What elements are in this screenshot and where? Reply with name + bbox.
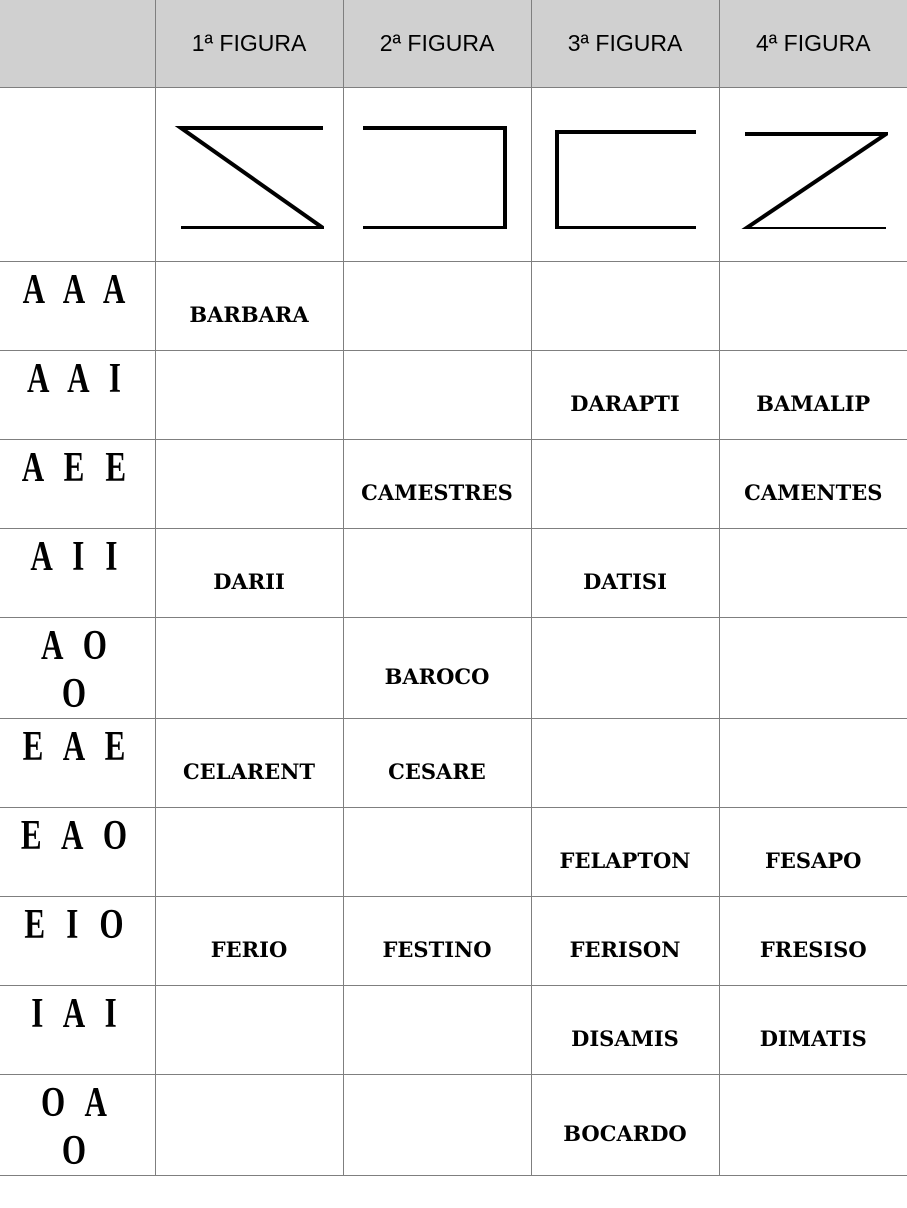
- syllogism-cell: [155, 985, 343, 1074]
- syllogism-cell: [343, 1074, 531, 1175]
- syllogism-cell: BOCARDO: [531, 1074, 719, 1175]
- syllogism-cell: [155, 350, 343, 439]
- header-figure-1: 1ª FIGURA: [155, 0, 343, 87]
- mood-label: E A E: [20, 718, 135, 807]
- syllogism-cell: [719, 718, 907, 807]
- header-row: [0, 0, 907, 87]
- table-row: [0, 807, 907, 896]
- figure-diagram-row: [0, 87, 907, 261]
- syllogism-cell: DISAMIS: [531, 985, 719, 1074]
- table-row: [0, 1074, 907, 1175]
- third-figure-icon: [550, 119, 700, 229]
- header-corner-cell: [0, 0, 155, 87]
- table-row: [0, 528, 907, 617]
- mood-label: O A O: [20, 1074, 135, 1175]
- header-figure-2: 2ª FIGURA: [343, 0, 531, 87]
- table-row: [0, 985, 907, 1074]
- syllogism-cell: DIMATIS: [719, 985, 907, 1074]
- figure-diagram-cell-3: [531, 87, 719, 261]
- figure-diagram-cell-4: [719, 87, 907, 261]
- header-figure-3: 3ª FIGURA: [531, 0, 719, 87]
- mood-label: A I I: [20, 528, 135, 617]
- syllogism-cell: [155, 617, 343, 718]
- first-figure-icon: [174, 119, 324, 229]
- syllogism-cell: DARAPTI: [531, 350, 719, 439]
- mood-label: E A O: [20, 807, 135, 896]
- syllogism-cell: CESARE: [343, 718, 531, 807]
- syllogism-cell: DARII: [155, 528, 343, 617]
- table-row: [0, 617, 907, 718]
- syllogism-cell: FRESISO: [719, 896, 907, 985]
- syllogism-cell: [719, 617, 907, 718]
- syllogism-cell: [343, 985, 531, 1074]
- mood-label: A A I: [20, 350, 135, 439]
- figure-diagram-cell-1: [155, 87, 343, 261]
- mood-label: E I O: [20, 896, 135, 985]
- figure-diagram-cell-2: [343, 87, 531, 261]
- second-figure-icon: [362, 119, 512, 229]
- mood-label: A E E: [20, 439, 135, 528]
- syllogism-cell: FESTINO: [343, 896, 531, 985]
- mood-label: A A A: [20, 261, 135, 350]
- syllogism-cell: CAMENTES: [719, 439, 907, 528]
- syllogism-cell: [343, 528, 531, 617]
- syllogism-cell: [719, 1074, 907, 1175]
- fourth-figure-icon: [738, 119, 888, 229]
- syllogism-cell: [531, 617, 719, 718]
- syllogism-cell: [719, 528, 907, 617]
- table-row: [0, 350, 907, 439]
- syllogism-cell: BARBARA: [155, 261, 343, 350]
- syllogism-cell: CELARENT: [155, 718, 343, 807]
- syllogism-cell: [155, 1074, 343, 1175]
- syllogism-cell: [155, 807, 343, 896]
- syllogism-cell: FERISON: [531, 896, 719, 985]
- table-row: [0, 896, 907, 985]
- syllogism-cell: FESAPO: [719, 807, 907, 896]
- syllogism-cell: [343, 261, 531, 350]
- header-figure-4: 4ª FIGURA: [719, 0, 907, 87]
- syllogism-cell: [343, 350, 531, 439]
- syllogism-cell: [531, 718, 719, 807]
- mood-label: I A I: [20, 985, 135, 1074]
- syllogism-cell: CAMESTRES: [343, 439, 531, 528]
- table-row: [0, 439, 907, 528]
- syllogism-cell: [343, 807, 531, 896]
- syllogism-cell: FERIO: [155, 896, 343, 985]
- syllogism-cell: BAROCO: [343, 617, 531, 718]
- syllogism-cell: [155, 439, 343, 528]
- syllogism-cell: [531, 261, 719, 350]
- syllogism-cell: FELAPTON: [531, 807, 719, 896]
- syllogism-cell: [719, 261, 907, 350]
- table-row: [0, 718, 907, 807]
- syllogism-cell: DATISI: [531, 528, 719, 617]
- mood-label: A O O: [20, 617, 135, 718]
- syllogism-cell: BAMALIP: [719, 350, 907, 439]
- figure-diagram-corner: [0, 87, 155, 261]
- syllogism-cell: [531, 439, 719, 528]
- table-row: [0, 261, 907, 350]
